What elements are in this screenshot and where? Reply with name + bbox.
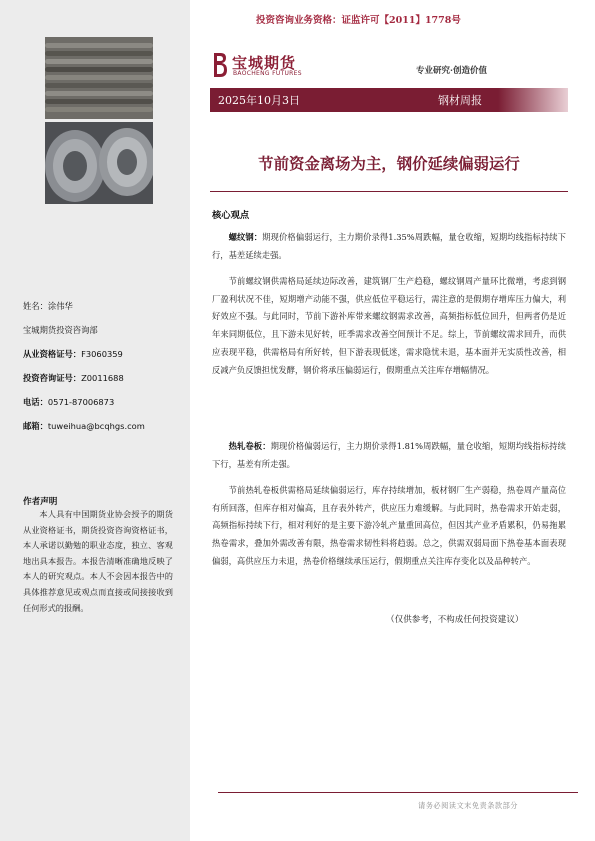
author-phone	[23, 396, 114, 408]
logo-text-en: BAOCHENG FUTURES	[233, 70, 302, 77]
phone-number: 0571-87006873	[47, 397, 115, 407]
author-name: 姓名：涂伟华	[23, 301, 73, 311]
practice-cert-number: F3060359	[81, 349, 123, 359]
advisory-cert-number: Z0011688	[81, 373, 124, 383]
rebar-summary: 期现价格偏弱运行，主力期价录得1.35%周跌幅，量仓收缩，短期均线指标持续下行，基差延续走强。	[212, 232, 566, 260]
rebar-label: 螺纹钢：	[228, 232, 263, 242]
author-department: 宝城期货投资咨询部	[23, 325, 98, 335]
email-label: 邮箱：	[23, 421, 48, 431]
hrc-summary-paragraph	[212, 438, 566, 473]
footer-divider	[218, 792, 578, 793]
rebar-summary-paragraph	[212, 229, 566, 264]
phone-label: 电话：	[23, 397, 48, 407]
banner-fade	[498, 88, 568, 112]
left-sidebar	[0, 0, 190, 841]
header-banner	[210, 88, 568, 112]
hrc-summary: 期现价格偏弱运行，主力期价录得1.81%周跌幅，量仓收缩，短期均线指标持续下行，基差有所走强。	[212, 441, 566, 469]
logo-text-cn: 宝城期货	[232, 54, 297, 72]
license-line: 投资咨询业务资格：证监许可【2011】1778号	[256, 15, 461, 26]
report-type: 钢材周报	[438, 94, 482, 107]
section-heading: 核心观点	[212, 210, 250, 221]
report-date: 2025年10月3日	[218, 94, 300, 107]
author-email	[23, 420, 145, 432]
logo-mark-icon	[212, 51, 228, 79]
declaration-title: 作者声明	[23, 497, 58, 507]
practice-cert	[23, 348, 123, 360]
declaration-body: 本人具有中国期货业协会授予的期货从业资格证书，期货投资咨询资格证书，本人承诺以勤勉的职业态度，独立、客观地出具本报告。本报告清晰准确地反映了本人的研究观点。本人不会因本报告中的具体推荐意见或观点而直接或间接接收到任何形式的报酬。	[23, 509, 173, 613]
slogan: 专业研究·创造价值	[416, 66, 487, 76]
advisory-cert	[23, 372, 124, 384]
hrc-label: 热轧卷板：	[228, 441, 271, 451]
disclaimer-note: （仅供参考，不构成任何投资建议）	[386, 615, 524, 625]
email-address: tuweihua@bcqhgs.com	[47, 421, 145, 431]
steel-coil-graphic	[45, 122, 153, 204]
rebar-detail-paragraph: 节前螺纹钢供需格局延续边际改善，建筑钢厂生产趋稳，螺纹钢周产量环比微增，考虑到钢厂盈利状况不佳，短期增产动能不强，供应低位平稳运行，需注意的是假期存增库压力偏大，利好效应不强。与此同时，节前下游补库带来螺纹钢需求改善，高频指标低位回升，但两者仍是近年来同期低位，且下游未见好转，旺季需求改善空间预计不足。综上，节前螺纹需求回升，而供应表现平稳，供需格局有所好转，但下游表现低迷，需求隐忧未退，基本面并无实质性改善，相反减产负反馈担忧发酵，钢价将承压偏弱运行，假期重点关注库存增幅情况。	[212, 276, 566, 375]
title-divider	[210, 191, 568, 192]
hrc-detail-paragraph: 节前热轧卷板供需格局延续偏弱运行，库存持续增加，板材钢厂生产弱稳，热卷周产量高位有所回落，但库存相对偏高，且存表外转产，供应压力难缓解。与此同时，热卷需求开始走弱，高频指标持续下行，相对利好的是主要下游冷轧产量重回高位，但因其产业矛盾累积，仍易拖累热卷需求，叠加外需改善有限，热卷需求韧性料将趋弱。总之，供需双弱局面下热卷基本面表现偏弱，高供应压力未退，热卷价格继续承压运行，假期重点关注库存变化以及品种转产。	[212, 485, 566, 566]
steel-coil-photo	[45, 122, 153, 204]
report-title: 节前资金离场为主，钢价延续偏弱运行	[258, 155, 520, 173]
advisory-cert-label: 投资咨询证号：	[23, 373, 82, 383]
rebar-photo	[45, 37, 153, 119]
footer-text: 请务必阅读文末免责条款部分	[418, 801, 518, 810]
practice-cert-label: 从业资格证号：	[23, 349, 82, 359]
